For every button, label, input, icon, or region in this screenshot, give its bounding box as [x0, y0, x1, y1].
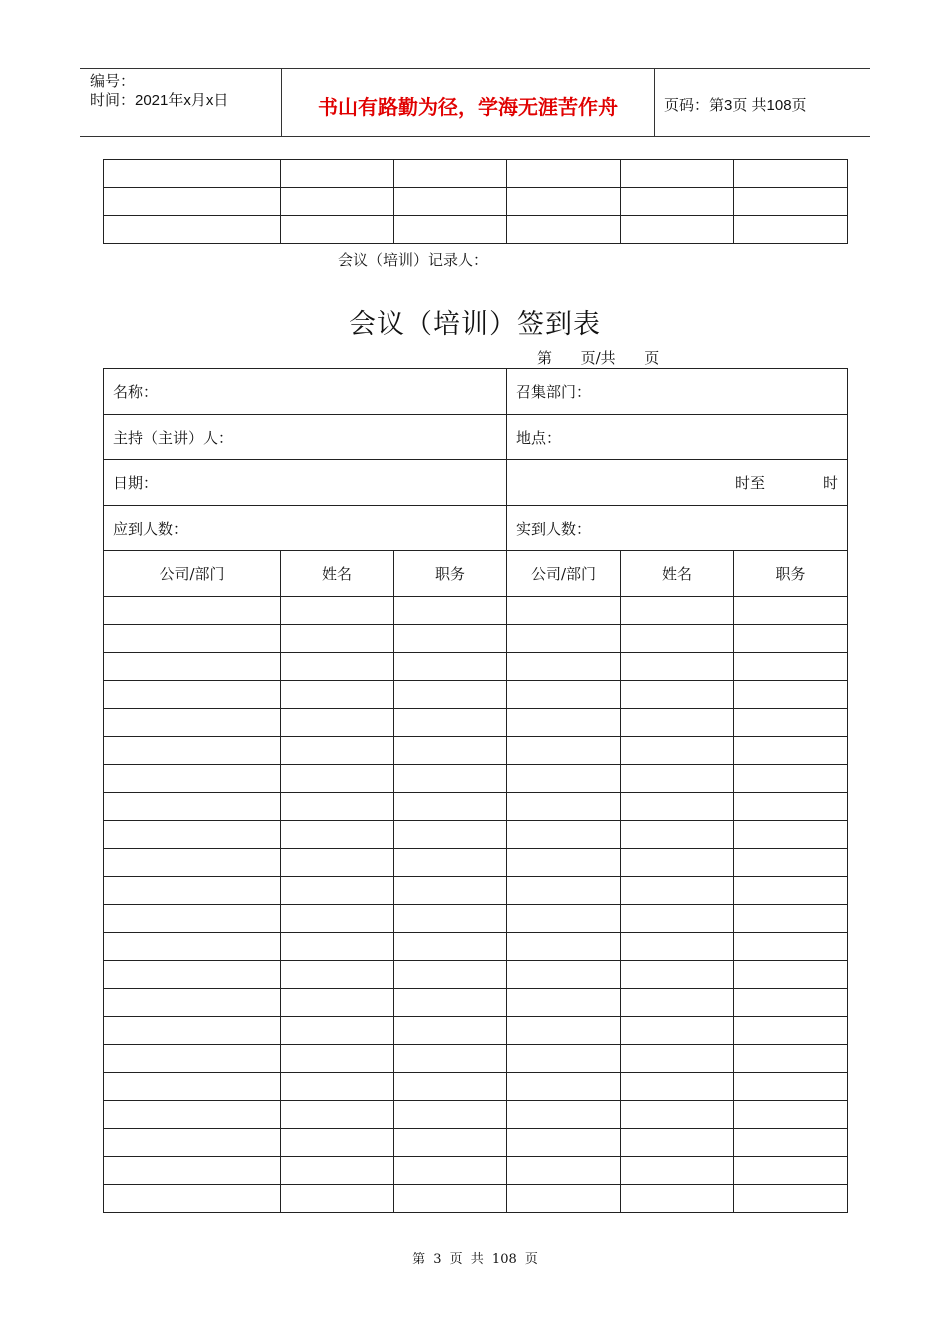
table-cell[interactable]: [394, 1045, 507, 1073]
table-cell[interactable]: [734, 709, 848, 737]
page-info: 第 页/共 页: [537, 349, 660, 367]
table-row: [104, 821, 848, 849]
table-cell[interactable]: [281, 1101, 394, 1129]
table-cell[interactable]: [281, 160, 394, 188]
info-row-count: [104, 506, 848, 551]
header-bottom-rule: [80, 136, 870, 137]
table-row: [104, 1157, 848, 1185]
table-cell[interactable]: [394, 653, 507, 681]
table-cell[interactable]: [621, 849, 734, 877]
table-cell[interactable]: [621, 989, 734, 1017]
info-row-host: [104, 415, 848, 460]
table-cell[interactable]: [621, 765, 734, 793]
header-meta: [90, 72, 228, 110]
table-cell[interactable]: [734, 1129, 848, 1157]
actual-count-field[interactable]: [507, 506, 848, 551]
table-cell[interactable]: [734, 1073, 848, 1101]
table-row: [104, 737, 848, 765]
table-cell[interactable]: [281, 989, 394, 1017]
table-cell[interactable]: [281, 1185, 394, 1213]
table-cell[interactable]: [507, 905, 621, 933]
table-cell[interactable]: [104, 597, 281, 625]
column-header-row: [104, 551, 848, 597]
table-cell[interactable]: [621, 188, 734, 216]
table-cell[interactable]: [394, 188, 507, 216]
table-cell[interactable]: [621, 961, 734, 989]
page-title: 会议（培训）签到表: [349, 309, 601, 340]
header-time: 时间：2021年x月x日: [90, 92, 229, 109]
table-cell[interactable]: [281, 1045, 394, 1073]
table-cell[interactable]: [507, 1157, 621, 1185]
table-cell[interactable]: [394, 793, 507, 821]
dept-label: 召集部门：: [516, 383, 592, 401]
table-cell[interactable]: [281, 625, 394, 653]
expected-count-field[interactable]: [104, 506, 507, 551]
col-header-name-1: 姓名: [281, 551, 394, 597]
table-cell[interactable]: [281, 737, 394, 765]
table-cell[interactable]: [394, 1073, 507, 1101]
table-row: [104, 625, 848, 653]
table-cell[interactable]: [394, 989, 507, 1017]
table-cell[interactable]: [394, 216, 507, 244]
table-cell[interactable]: [104, 1073, 281, 1101]
table-cell[interactable]: [621, 1129, 734, 1157]
table-cell[interactable]: [507, 160, 621, 188]
table-row: [104, 905, 848, 933]
table-cell[interactable]: [734, 1045, 848, 1073]
table-cell[interactable]: [507, 765, 621, 793]
table-cell[interactable]: [104, 1157, 281, 1185]
table-row: [104, 849, 848, 877]
table-cell[interactable]: [734, 849, 848, 877]
table-cell[interactable]: [621, 1017, 734, 1045]
table-cell[interactable]: [104, 905, 281, 933]
continuation-table: [103, 159, 848, 244]
table-cell[interactable]: [394, 933, 507, 961]
table-cell[interactable]: [104, 989, 281, 1017]
table-cell[interactable]: [507, 1129, 621, 1157]
table-cell[interactable]: [621, 709, 734, 737]
table-cell[interactable]: [734, 1157, 848, 1185]
table-cell[interactable]: [104, 1045, 281, 1073]
table-cell[interactable]: [734, 877, 848, 905]
table-cell[interactable]: [281, 1157, 394, 1185]
table-row: [104, 933, 848, 961]
table-cell[interactable]: [281, 765, 394, 793]
table-cell[interactable]: [621, 933, 734, 961]
table-cell[interactable]: [104, 1101, 281, 1129]
table-cell[interactable]: [507, 1045, 621, 1073]
table-cell[interactable]: [507, 877, 621, 905]
table-cell[interactable]: [394, 821, 507, 849]
table-cell[interactable]: [394, 681, 507, 709]
table-row: [104, 877, 848, 905]
table-cell[interactable]: [734, 188, 848, 216]
table-cell[interactable]: [394, 160, 507, 188]
table-cell[interactable]: [621, 737, 734, 765]
sign-in-table: [103, 368, 848, 1213]
time-from-label: 时至: [735, 474, 766, 492]
table-cell[interactable]: [104, 160, 281, 188]
table-cell[interactable]: [507, 821, 621, 849]
table-cell[interactable]: [104, 765, 281, 793]
table-row: [104, 188, 848, 216]
table-cell[interactable]: [394, 849, 507, 877]
page-footer: 第 3 页 共 108 页: [412, 1252, 538, 1267]
table-cell[interactable]: [621, 653, 734, 681]
table-cell[interactable]: [734, 1101, 848, 1129]
table-cell[interactable]: [507, 188, 621, 216]
table-cell[interactable]: [394, 961, 507, 989]
table-row: [104, 597, 848, 625]
place-label: 地点：: [516, 428, 562, 447]
table-cell[interactable]: [281, 1017, 394, 1045]
table-cell[interactable]: [104, 216, 281, 244]
col-header-position-1: 职务: [394, 551, 507, 597]
header-top-rule: [80, 68, 870, 69]
table-cell[interactable]: [507, 1017, 621, 1045]
table-row: [104, 793, 848, 821]
col-header-name-2: 姓名: [621, 551, 734, 597]
table-cell[interactable]: [734, 681, 848, 709]
table-cell[interactable]: [394, 1185, 507, 1213]
table-cell[interactable]: [104, 961, 281, 989]
table-cell[interactable]: [507, 849, 621, 877]
table-cell[interactable]: [281, 681, 394, 709]
table-cell[interactable]: [734, 597, 848, 625]
table-cell[interactable]: [394, 625, 507, 653]
table-cell[interactable]: [394, 737, 507, 765]
table-cell[interactable]: [621, 160, 734, 188]
table-cell[interactable]: [394, 1157, 507, 1185]
table-cell[interactable]: [281, 188, 394, 216]
table-row: [104, 1045, 848, 1073]
table-cell[interactable]: [621, 1073, 734, 1101]
table-cell[interactable]: [734, 653, 848, 681]
table-cell[interactable]: [621, 681, 734, 709]
header-number: 编号：: [90, 73, 136, 90]
date-label: 日期：: [113, 474, 159, 492]
table-cell[interactable]: [734, 216, 848, 244]
header-divider-right: [654, 69, 655, 136]
table-cell[interactable]: [507, 597, 621, 625]
table-cell[interactable]: [394, 1129, 507, 1157]
table-cell[interactable]: [104, 188, 281, 216]
table-cell[interactable]: [394, 877, 507, 905]
table-cell[interactable]: [281, 1129, 394, 1157]
place-field[interactable]: [507, 415, 848, 460]
table-row: [104, 1101, 848, 1129]
table-cell[interactable]: [507, 793, 621, 821]
table-cell[interactable]: [621, 1185, 734, 1213]
table-cell[interactable]: [734, 737, 848, 765]
table-cell[interactable]: [104, 877, 281, 905]
table-cell[interactable]: [621, 821, 734, 849]
table-cell[interactable]: [507, 933, 621, 961]
table-cell[interactable]: [734, 625, 848, 653]
table-cell[interactable]: [104, 821, 281, 849]
table-cell[interactable]: [734, 1017, 848, 1045]
header-motto: 书山有路勤为径，学海无涯苦作舟: [318, 95, 618, 119]
table-cell[interactable]: [507, 961, 621, 989]
col-header-position-2: 职务: [734, 551, 848, 597]
table-cell[interactable]: [104, 849, 281, 877]
table-cell[interactable]: [621, 1157, 734, 1185]
table-row: [104, 1017, 848, 1045]
name-field[interactable]: [104, 369, 507, 415]
actual-count-label: 实到人数：: [516, 519, 592, 538]
header-page-number: 页码：第3页 共108页: [664, 97, 807, 114]
dept-field[interactable]: [507, 369, 848, 415]
table-cell[interactable]: [104, 1185, 281, 1213]
name-label: 名称：: [113, 383, 159, 401]
table-cell[interactable]: [507, 709, 621, 737]
table-cell[interactable]: [104, 709, 281, 737]
table-row: [104, 765, 848, 793]
table-row: [104, 160, 848, 188]
col-header-company-1: 公司/部门: [104, 551, 281, 597]
table-cell[interactable]: [734, 793, 848, 821]
table-row: [104, 1129, 848, 1157]
table-cell[interactable]: [507, 1073, 621, 1101]
table-cell[interactable]: [734, 989, 848, 1017]
table-row: [104, 989, 848, 1017]
table-cell[interactable]: [281, 849, 394, 877]
table-cell[interactable]: [281, 961, 394, 989]
table-cell[interactable]: [621, 597, 734, 625]
table-cell[interactable]: [394, 709, 507, 737]
table-row: [104, 653, 848, 681]
table-cell[interactable]: [281, 933, 394, 961]
table-cell[interactable]: [507, 653, 621, 681]
table-cell[interactable]: [104, 737, 281, 765]
table-cell[interactable]: [734, 765, 848, 793]
table-cell[interactable]: [621, 1101, 734, 1129]
expected-count-label: 应到人数：: [113, 519, 189, 538]
table-cell[interactable]: [734, 821, 848, 849]
table-row: [104, 961, 848, 989]
table-cell[interactable]: [394, 1017, 507, 1045]
table-cell[interactable]: [281, 1073, 394, 1101]
table-cell[interactable]: [621, 625, 734, 653]
table-cell[interactable]: [394, 1101, 507, 1129]
table-cell[interactable]: [507, 1185, 621, 1213]
table-cell[interactable]: [734, 905, 848, 933]
recorder-label: 会议（培训）记录人：: [338, 251, 489, 269]
table-cell[interactable]: [734, 933, 848, 961]
table-cell[interactable]: [621, 877, 734, 905]
table-cell[interactable]: [104, 653, 281, 681]
table-cell[interactable]: [621, 216, 734, 244]
table-cell[interactable]: [507, 681, 621, 709]
table-cell[interactable]: [281, 216, 394, 244]
date-field[interactable]: [104, 460, 507, 506]
table-cell[interactable]: [734, 961, 848, 989]
table-cell[interactable]: [104, 1129, 281, 1157]
table-cell[interactable]: [104, 681, 281, 709]
table-cell[interactable]: [621, 793, 734, 821]
table-cell[interactable]: [507, 216, 621, 244]
table-cell[interactable]: [281, 877, 394, 905]
col-header-company-2: 公司/部门: [507, 551, 621, 597]
time-field[interactable]: [507, 460, 848, 506]
table-cell[interactable]: [281, 793, 394, 821]
table-cell[interactable]: [281, 905, 394, 933]
table-cell[interactable]: [281, 821, 394, 849]
table-cell[interactable]: [104, 793, 281, 821]
table-cell[interactable]: [734, 160, 848, 188]
table-cell[interactable]: [507, 1101, 621, 1129]
table-cell[interactable]: [281, 597, 394, 625]
table-cell[interactable]: [104, 625, 281, 653]
host-label: 主持（主讲）人：: [113, 428, 234, 447]
table-cell[interactable]: [104, 1017, 281, 1045]
table-cell[interactable]: [394, 905, 507, 933]
table-cell[interactable]: [507, 989, 621, 1017]
table-cell[interactable]: [104, 933, 281, 961]
table-cell[interactable]: [507, 737, 621, 765]
table-cell[interactable]: [281, 709, 394, 737]
table-cell[interactable]: [394, 765, 507, 793]
table-cell[interactable]: [621, 905, 734, 933]
table-cell[interactable]: [507, 625, 621, 653]
table-cell[interactable]: [621, 1045, 734, 1073]
table-row: [104, 681, 848, 709]
table-row: [104, 216, 848, 244]
info-row-date: [104, 460, 848, 506]
table-row: [104, 1185, 848, 1213]
table-row: [104, 1073, 848, 1101]
time-to-label: 时: [823, 474, 839, 492]
table-cell[interactable]: [394, 597, 507, 625]
table-cell[interactable]: [281, 653, 394, 681]
table-row: [104, 709, 848, 737]
table-cell[interactable]: [734, 1185, 848, 1213]
info-row-name: [104, 369, 848, 415]
host-field[interactable]: [104, 415, 507, 460]
